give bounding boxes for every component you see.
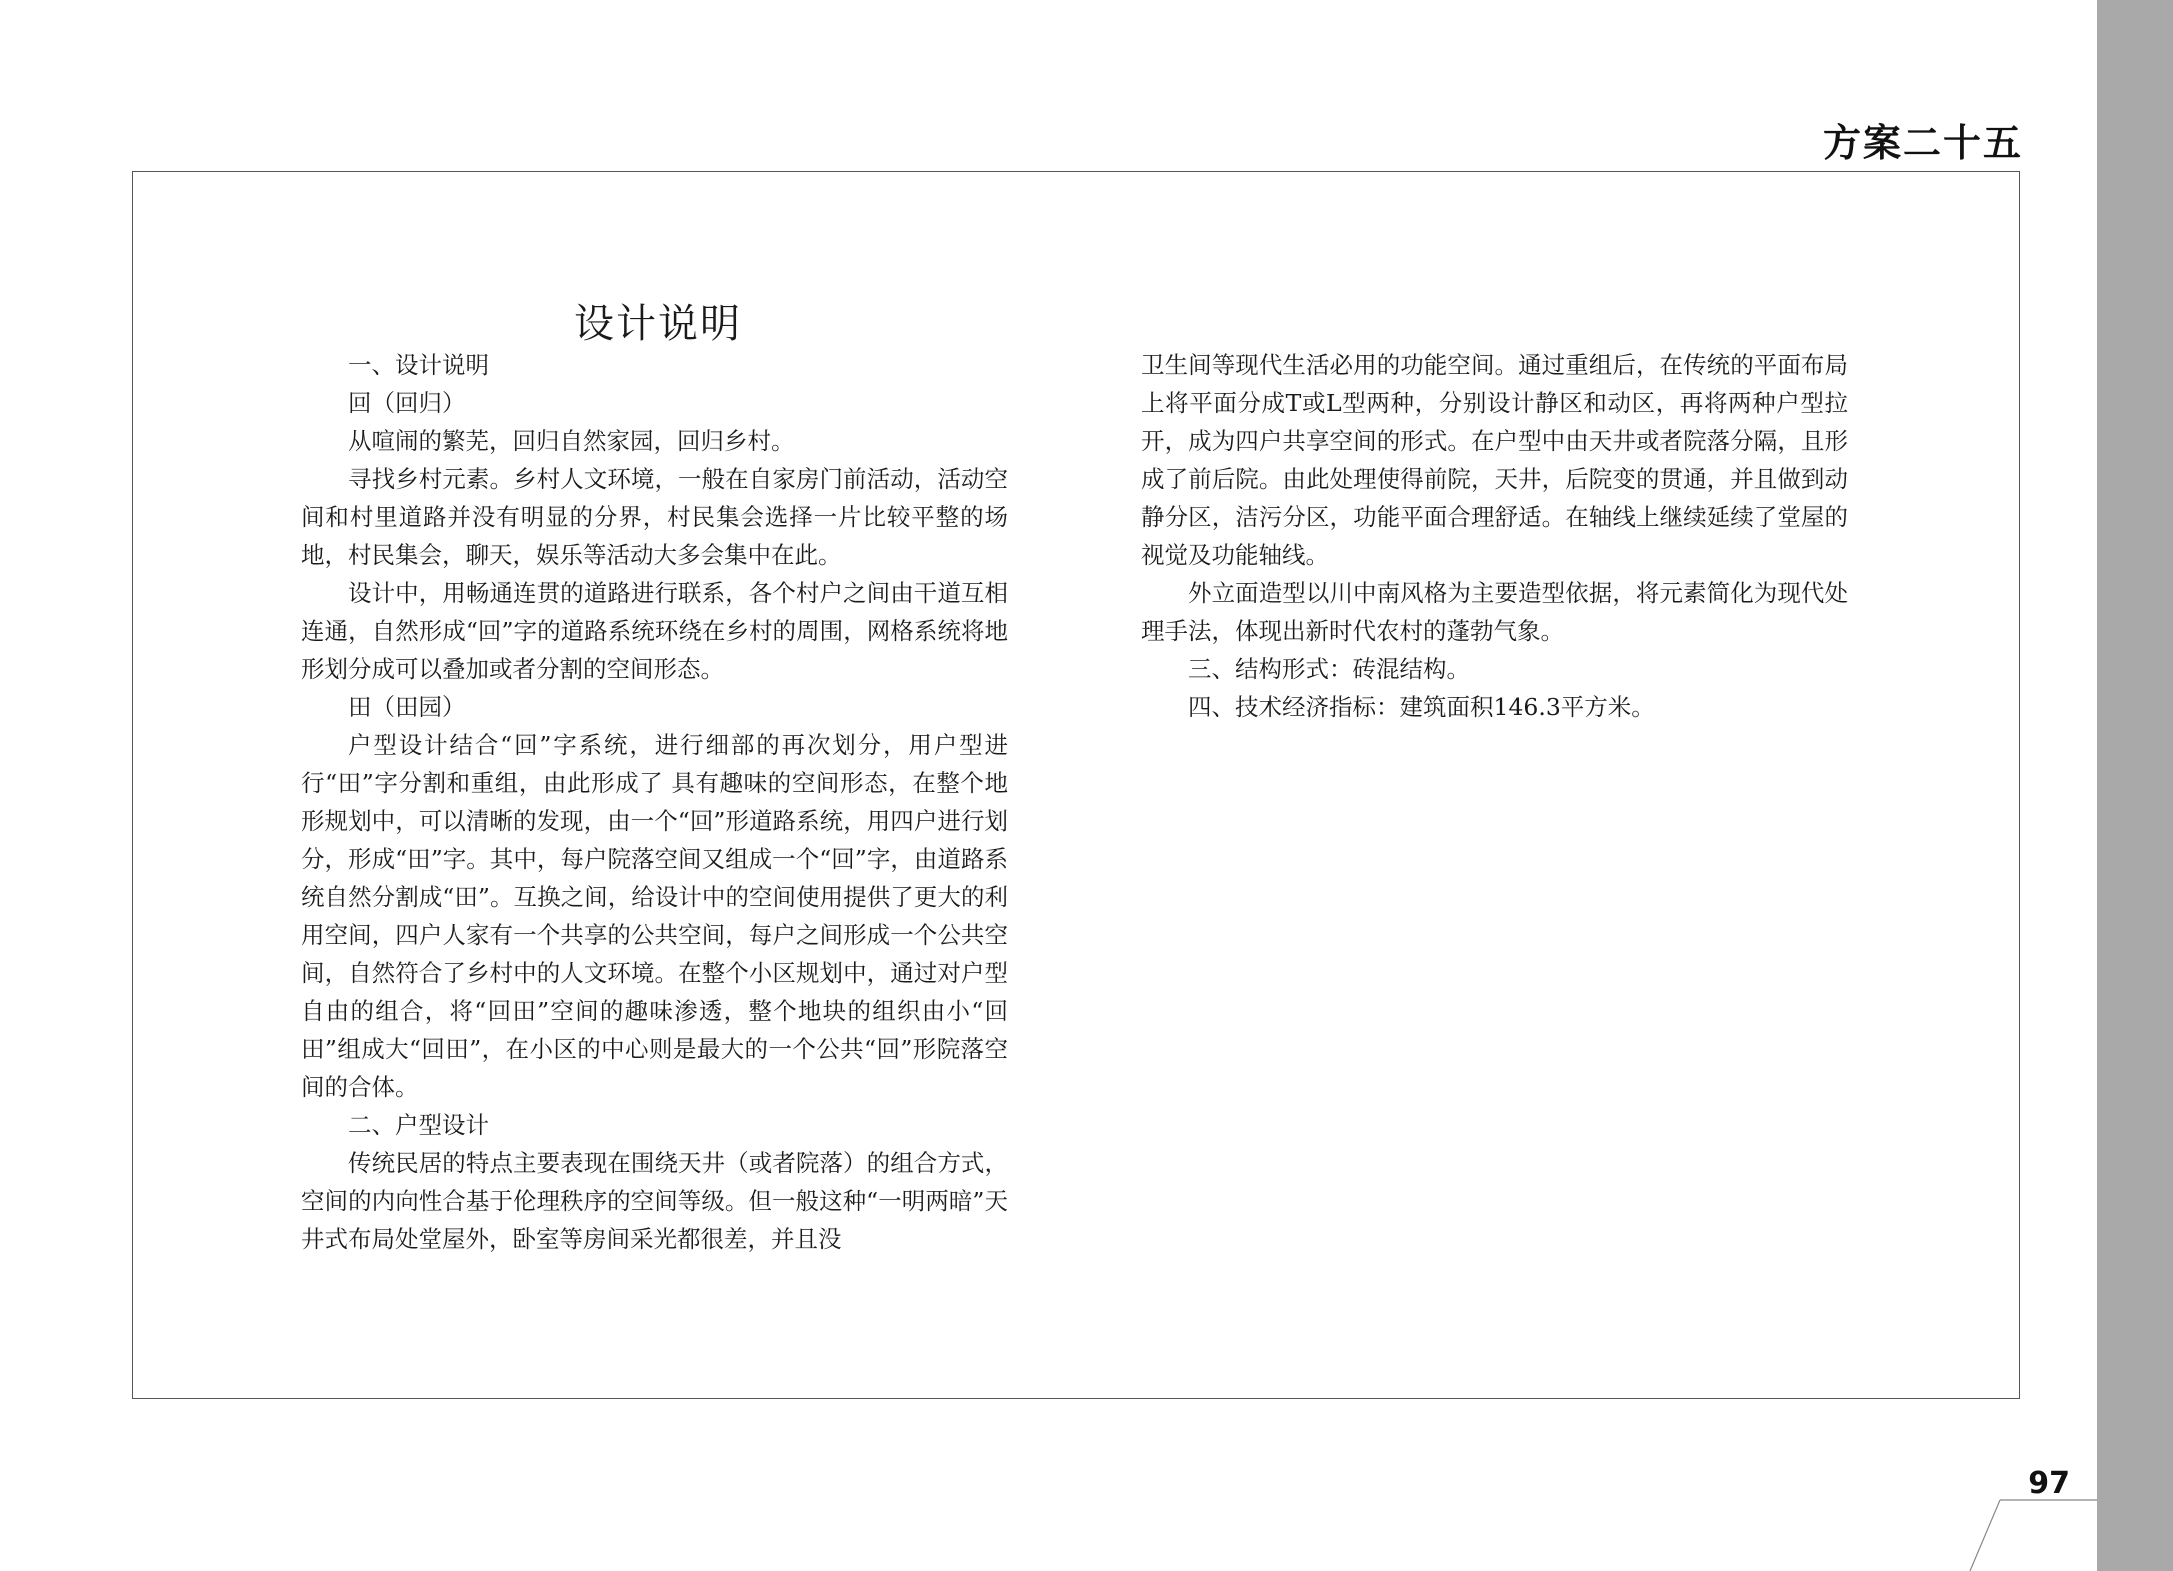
paragraph: 从喧闹的繁芜，回归自然家园，回归乡村。 bbox=[348, 427, 795, 455]
right-text-column bbox=[1141, 346, 1848, 726]
paragraph: 卫生间等现代生活必用的功能空间。通过重组后，在传统的平面布局上将平面分成T或L型两种，分别设计静区和动区，再将两种户型拉开，成为四户共享空间的形式。在户型中由天井或者院落分隔，且形成了前后院。由此处理使得前院，天井，后院变的贯通，并且做到动静分区，洁污分区，功能平面合理舒适。在轴线上继续延续了堂屋的视觉及功能轴线。 bbox=[1141, 351, 1848, 569]
document-title: 设计说明 bbox=[574, 301, 742, 347]
paragraph: 户型设计结合“回”字系统，进行细部的再次划分，用户型进行“田”字分割和重组，由此形成了 具有趣味的空间形态，在整个地形规划中，可以清晰的发现，由一个“回”形道路系统，用四户进行划分，形成“田”字。其中，每户院落空间又组成一个“回”字，由道路系统自然分割成“田”。互换之间，给设计中的空间使用提供了更大的利用空间，四户人家有一个共享的公共空间，每户之间形成一个公共空间，自然符合了乡村中的人文环境。在整个小区规划中，通过对户型自由的组合，将“回田”空间的趣味渗透，整个地块的组织由小“回田”组成大“回田”，在小区的中心则是最大的一个公共“回”形院落空间的合体。 bbox=[301, 731, 1008, 1101]
paragraph: 外立面造型以川中南风格为主要造型依据，将元素简化为现代处理手法，体现出新时代农村的蓬勃气象。 bbox=[1141, 579, 1848, 645]
paragraph: 传统民居的特点主要表现在围绕天井（或者院落）的组合方式，空间的内向性合基于伦理秩序的空间等级。但一般这种“一明两暗”天井式布局处堂屋外，卧室等房间采光都很差，并且没 bbox=[301, 1149, 1008, 1253]
section-heading: 方案二十五 bbox=[1822, 121, 2023, 165]
left-text-column bbox=[301, 346, 1008, 1258]
paragraph: 三、结构形式：砖混结构。 bbox=[1188, 655, 1470, 683]
paragraph: 寻找乡村元素。乡村人文环境，一般在自家房门前活动，活动空间和村里道路并没有明显的分界，村民集会选择一片比较平整的场地，村民集会，聊天，娱乐等活动大多会集中在此。 bbox=[301, 465, 1008, 569]
paragraph: 二、户型设计 bbox=[348, 1111, 489, 1139]
paragraph: 四、技术经济指标：建筑面积146.3平方米。 bbox=[1188, 693, 1655, 721]
paragraph: 设计中，用畅通连贯的道路进行联系，各个村户之间由干道互相连通，自然形成“回”字的道路系统环绕在乡村的周围，网格系统将地形划分成可以叠加或者分割的空间形态。 bbox=[301, 579, 1008, 683]
paragraph: 田（田园） bbox=[348, 693, 466, 721]
page-number: 97 bbox=[2028, 1466, 2070, 1501]
paragraph: 回（回归） bbox=[348, 389, 466, 417]
corner-decoration bbox=[1940, 1490, 2100, 1571]
paragraph: 一、设计说明 bbox=[348, 351, 489, 379]
side-color-strip bbox=[2097, 0, 2173, 1571]
